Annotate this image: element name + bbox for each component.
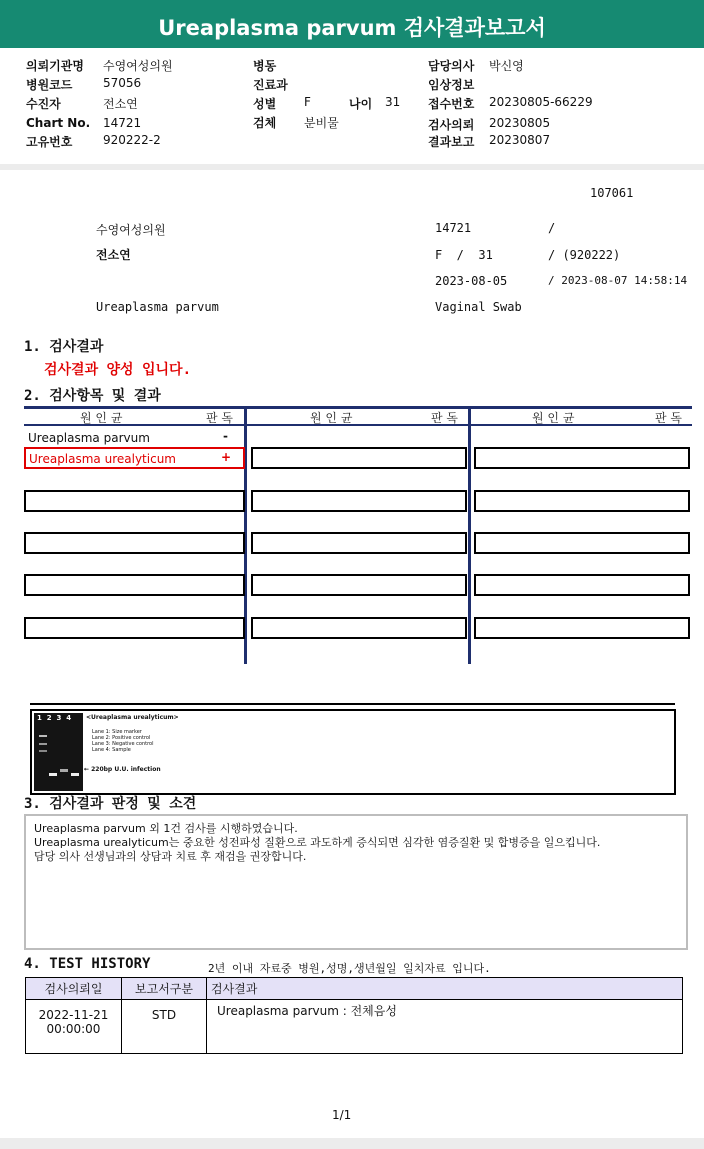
history-header: 보고서구분 (122, 978, 207, 1000)
result-cell (474, 490, 690, 512)
value-receipt-no: 20230805-66229 (489, 95, 593, 109)
report-slash: / (548, 221, 556, 235)
value-specimen: 분비물 (304, 116, 339, 130)
label-hospital: 의뢰기관명 (26, 59, 84, 73)
gel-legend (92, 729, 154, 753)
label-receipt-no: 접수번호 (428, 97, 475, 111)
label-specimen: 검체 (253, 116, 277, 130)
section3-title: 3. 검사결과 판정 및 소견 (24, 796, 197, 812)
report-patient: 전소연 (96, 248, 131, 262)
report-title: Ureaplasma parvum 검사결과보고서 (0, 0, 704, 48)
pathogen-result: - (223, 429, 228, 443)
result-positive: 검사결과 양성 입니다. (44, 362, 192, 378)
value-patient: 전소연 (103, 97, 138, 111)
result-cell (251, 574, 467, 596)
report-code: 107061 (590, 186, 634, 200)
result-cell (251, 447, 467, 469)
report-page (0, 170, 704, 1138)
opinion-line: 담당 의사 선생님과의 상담과 치료 후 재검을 권장합니다. (34, 850, 307, 863)
result-cell (251, 490, 467, 512)
table-top-rule (24, 406, 692, 409)
label-dept: 진료과 (253, 78, 288, 92)
result-cell (24, 532, 245, 554)
history-result: Ureaplasma parvum : 전체음성 (207, 1000, 683, 1054)
result-cell (474, 617, 690, 639)
report-received: 2023-08-05 (435, 274, 508, 288)
positive-band (49, 773, 57, 776)
result-cell (474, 447, 690, 469)
gel-legend-item: Lane 2: Positive control (92, 735, 151, 741)
result-cell (474, 532, 690, 554)
value-hospital-code: 57056 (103, 76, 142, 90)
opinion-text (34, 822, 600, 864)
history-type: STD (122, 1000, 207, 1054)
label-ward: 병동 (253, 59, 277, 73)
marker-band (39, 743, 47, 745)
col-judge: 판 독 (206, 411, 233, 425)
gel-legend-item: Lane 4: Sample (92, 747, 131, 753)
col-judge: 판 독 (431, 411, 458, 425)
gel-image (34, 713, 83, 791)
col-pathogen: 원 인 균 (532, 411, 575, 425)
label-patient: 수진자 (26, 97, 61, 111)
value-chart: 14721 (103, 116, 142, 130)
opinion-box (24, 814, 688, 950)
label-unique-no: 고유번호 (26, 135, 73, 149)
label-clinical: 임상정보 (428, 78, 475, 92)
report-chart: 14721 (435, 221, 472, 235)
col-judge: 판 독 (655, 411, 682, 425)
result-cell (24, 617, 245, 639)
marker-band (39, 750, 47, 752)
label-report: 결과보고 (428, 135, 475, 149)
gel-title: <Ureaplasma urealyticum> (86, 714, 179, 721)
opinion-line: Ureaplasma parvum 외 1건 검사를 시행하였습니다. (34, 822, 298, 835)
history-date-cell (26, 1000, 122, 1054)
history-date: 2022-11-21 (38, 1008, 109, 1022)
label-sex: 성별 (253, 97, 277, 111)
label-doctor: 담당의사 (428, 59, 475, 73)
pathogen-name: Ureaplasma urealyticum (29, 452, 176, 466)
page-number: 1/1 (332, 1108, 352, 1122)
history-header: 검사결과 (207, 978, 683, 1000)
gel-legend-item: Lane 1: Size marker (92, 729, 142, 735)
value-age: 31 (385, 95, 401, 109)
label-age: 나이 (349, 97, 373, 111)
col-pathogen: 원 인 균 (80, 411, 123, 425)
result-cell (474, 574, 690, 596)
gel-figure (30, 709, 676, 795)
report-reported: / 2023-08-07 14:58:14 (548, 274, 688, 287)
report-sex-age: F / 31 (435, 248, 493, 262)
report-test: Ureaplasma parvum (96, 300, 219, 314)
history-note: 2년 이내 자료중 병원,성명,생년월일 일치자료 입니다. (208, 962, 491, 975)
result-cell (24, 490, 245, 512)
value-unique-no: 920222-2 (103, 133, 161, 147)
gel-band-label: ← 220bp U.U. infection (84, 766, 161, 773)
divider-rule (30, 703, 675, 705)
pathogen-name: Ureaplasma parvum (28, 431, 150, 445)
opinion-line: Ureaplasma urealyticum는 중요한 성전파성 질환으로 과도하게 증식되면 심각한 염증질환 및 합병증을 일으킵니다. (34, 836, 601, 849)
result-cell (24, 574, 245, 596)
label-hospital-code: 병원코드 (26, 78, 73, 92)
result-cell (251, 617, 467, 639)
pathogen-result: + (221, 450, 232, 464)
value-request: 20230805 (489, 116, 551, 130)
history-table (25, 977, 683, 1054)
section2-title: 2. 검사항목 및 결과 (24, 388, 161, 404)
value-doctor: 박신영 (489, 59, 524, 73)
section4-title: 4. TEST HISTORY (24, 956, 151, 972)
value-report: 20230807 (489, 133, 551, 147)
value-hospital: 수영여성의원 (103, 59, 173, 73)
report-hospital: 수영여성의원 (96, 223, 166, 237)
report-birth: / (920222) (548, 248, 621, 262)
sample-band (71, 773, 79, 776)
negative-band (60, 769, 68, 772)
gel-legend-item: Lane 3: Negative control (92, 741, 154, 747)
section1-title: 1. 검사결과 (24, 339, 104, 355)
value-sex: F (304, 95, 311, 109)
patient-info (0, 48, 704, 164)
col-pathogen: 원 인 균 (310, 411, 353, 425)
label-request: 검사의뢰 (428, 118, 475, 132)
label-chart: Chart No. (26, 116, 91, 130)
result-cell (251, 532, 467, 554)
history-time: 00:00:00 (46, 1022, 101, 1036)
report-specimen: Vaginal Swab (435, 300, 522, 314)
gel-lane-numbers: 1 2 3 4 (37, 714, 72, 722)
table-head-rule (24, 424, 692, 426)
marker-band (39, 735, 47, 737)
column-divider (468, 406, 471, 664)
history-row (26, 1000, 683, 1054)
history-header: 검사의뢰일 (26, 978, 122, 1000)
